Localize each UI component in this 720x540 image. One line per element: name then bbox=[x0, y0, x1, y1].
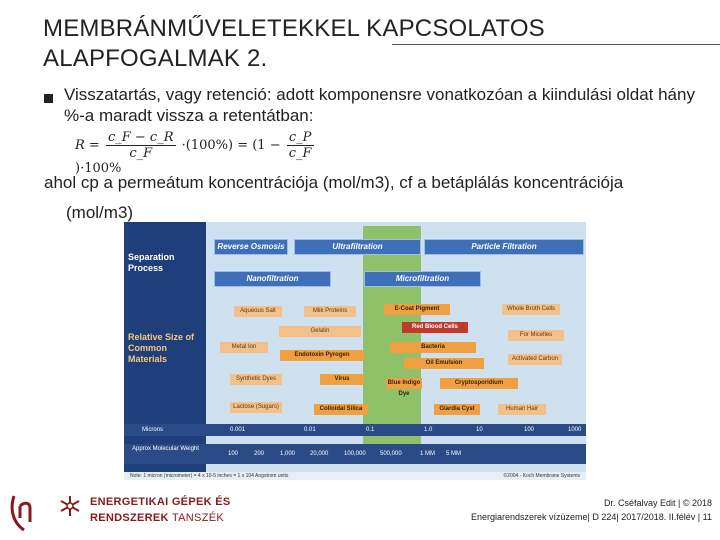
unit-note: Note: 1 micron (micrometer) = 4 x 10-5 inches = 1 x 104 Angstrom units bbox=[130, 473, 289, 479]
material-oil-emulsion: Oil Emulsion bbox=[404, 358, 484, 369]
material-lactose: Lactose (Sugars) bbox=[230, 402, 282, 413]
retention-definition-text: : adott komponensre vonatkozóan a kiindulási oldat hány %-a maradt vissza a retentátban: bbox=[64, 85, 695, 125]
material-milk-proteins: Milk Proteins bbox=[304, 306, 356, 317]
mw-tick: 1,000 bbox=[280, 451, 296, 457]
formula-middle: ·(100%) = (1 − bbox=[181, 138, 281, 153]
material-virus: Virus bbox=[320, 374, 364, 385]
mw-tick: 200 bbox=[254, 451, 265, 457]
formula-end: )·100% bbox=[75, 161, 122, 176]
formula-lhs: R = bbox=[75, 138, 100, 153]
material-red-blood-cells: Red Blood Cells bbox=[402, 322, 468, 333]
title-underline bbox=[392, 44, 720, 45]
material-for-micelles: For Micelles bbox=[508, 330, 564, 341]
formula-fraction-1 bbox=[106, 130, 176, 161]
micron-tick: 100 bbox=[524, 427, 535, 433]
material-e-coat-pigment: E-Coat Pigment bbox=[384, 304, 450, 315]
explanation-line-2: (mol/m3) bbox=[66, 203, 134, 222]
microns-label: Microns bbox=[142, 427, 164, 433]
material-aqueous-salt: Aqueous Salt bbox=[234, 306, 282, 317]
material-gelatin: Gelatin bbox=[279, 326, 361, 337]
formula-explanation bbox=[44, 168, 720, 228]
material-whole-broth-cells: Whole Broth Cells bbox=[502, 304, 560, 315]
molecular-weight-label: Approx Molecular Weight bbox=[132, 446, 199, 452]
process-particle-filtration: Particle Filtration bbox=[424, 239, 584, 255]
explanation-line-1: ahol cp a permeátum koncentrációja (mol/m3), cf a betáplálás koncentrációja bbox=[44, 173, 624, 192]
material-endotoxin-pyrogen: Endotoxin Pyrogen bbox=[280, 350, 364, 361]
separation-process-label: Separation Process bbox=[128, 252, 175, 273]
micron-tick: 1000 bbox=[568, 427, 582, 433]
micron-tick: 10 bbox=[476, 427, 483, 433]
logo-line-2-bold: RENDSZEREK bbox=[90, 512, 169, 524]
title-line-1: MEMBRÁNMŰVELETEKKEL KAPCSOLATOS bbox=[43, 15, 545, 42]
snowflake-icon bbox=[58, 494, 82, 518]
process-ultrafiltration: Ultrafiltration bbox=[294, 239, 421, 255]
footer-author: Dr. Cséfalvay Edit | © 2018 bbox=[603, 498, 712, 508]
mw-tick: 500,000 bbox=[380, 451, 402, 457]
micron-tick: 0.1 bbox=[366, 427, 375, 433]
mw-tick: 5 MM bbox=[446, 451, 461, 457]
formula-fraction-2 bbox=[287, 130, 314, 161]
material-giardia-cyst: Giardia Cyst bbox=[434, 404, 480, 415]
material-metal-ion: Metal Ion bbox=[220, 342, 268, 353]
formula-denominator-2: c_F bbox=[288, 146, 312, 161]
molecular-weight-scale bbox=[124, 444, 586, 464]
mw-tick: 100 bbox=[228, 451, 239, 457]
process-nanofiltration: Nanofiltration bbox=[214, 271, 331, 287]
mw-tick: 100,000 bbox=[344, 451, 366, 457]
micron-tick: 0.01 bbox=[304, 427, 316, 433]
process-microfiltration: Microfiltration bbox=[364, 271, 481, 287]
retention-formula bbox=[75, 130, 335, 176]
retention-definition bbox=[64, 84, 704, 126]
material-blue-indigo-dye: Blue Indigo Dye bbox=[387, 380, 421, 397]
department-logo bbox=[8, 488, 238, 532]
logo-line-2-regular: TANSZÉK bbox=[171, 512, 224, 524]
formula-numerator-1: c_F − c_R bbox=[107, 130, 174, 145]
separation-spectrum-figure bbox=[124, 222, 586, 480]
material-bacteria: Bacteria bbox=[390, 342, 476, 353]
mw-tick: 1 MM bbox=[420, 451, 435, 457]
microns-scale bbox=[124, 424, 586, 436]
material-activated-carbon: Activated Carbon bbox=[508, 354, 562, 365]
relative-size-label: Relative Size of Common Materials bbox=[128, 332, 195, 364]
microfiltration-band bbox=[363, 226, 421, 446]
bullet-square-icon bbox=[44, 94, 53, 103]
mw-tick: 20,000 bbox=[310, 451, 329, 457]
logo-line-1: ENERGETIKAI GÉPEK ÉS bbox=[90, 496, 231, 508]
material-human-hair: Human Hair bbox=[498, 404, 546, 415]
retention-term: Visszatartás, vagy retenció bbox=[64, 85, 267, 104]
eta-logo-icon bbox=[8, 488, 46, 532]
material-colloidal-silica: Colloidal Silica bbox=[314, 404, 368, 415]
process-reverse-osmosis: Reverse Osmosis bbox=[214, 239, 288, 255]
logo-line-2 bbox=[90, 512, 224, 524]
micron-tick: 0.001 bbox=[230, 427, 246, 433]
figure-copyright: ©2004 - Koch Membrane Systems bbox=[503, 473, 580, 479]
material-synthetic-dyes: Synthetic Dyes bbox=[230, 374, 282, 385]
material-cryptosporidium: Cryptosporidium bbox=[440, 378, 518, 389]
footer-course: Energiarendszerek vízüzeme| D 224| 2017/2018. II.félév | 11 bbox=[471, 512, 712, 522]
title-line-2: ALAPFOGALMAK 2. bbox=[43, 45, 268, 72]
micron-tick: 1.0 bbox=[424, 427, 433, 433]
footer-info bbox=[471, 496, 712, 524]
formula-numerator-2: c_P bbox=[287, 130, 314, 146]
figure-note bbox=[124, 472, 586, 480]
formula-denominator-1: c_F bbox=[129, 146, 153, 161]
